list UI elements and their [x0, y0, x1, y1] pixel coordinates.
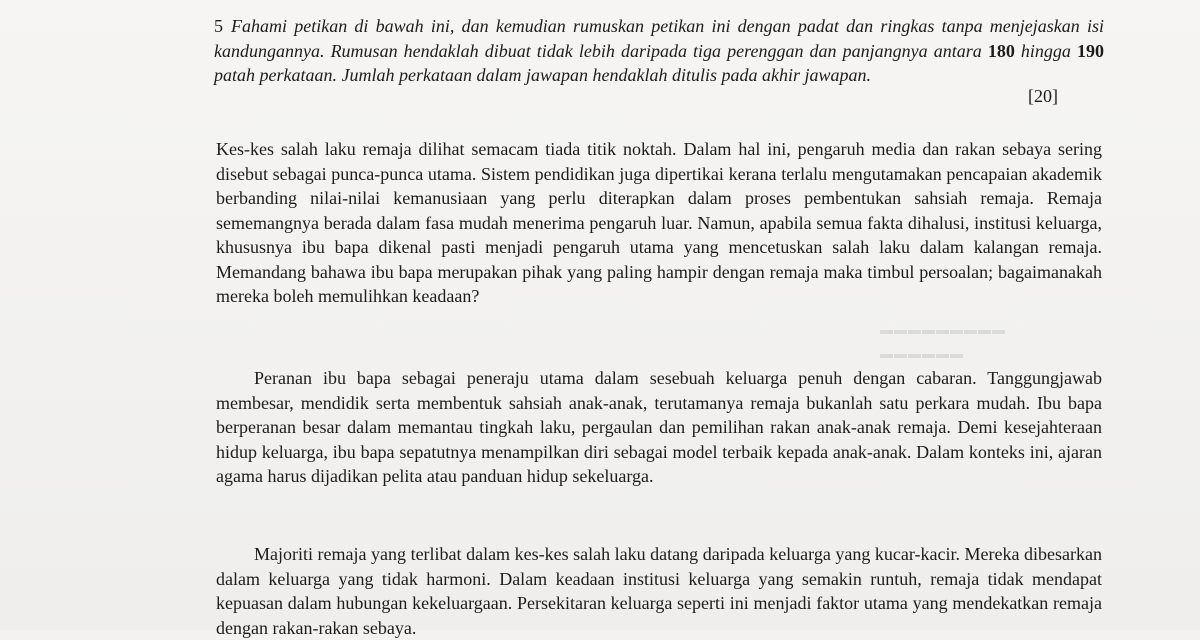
question-text-part1: Fahami petikan di bawah ini, dan kemudian rumuskan petikan ini dengan padat dan ringkas tanpa menjejaskan isi kandungannya. Rumusan hendaklah dibuat tidak lebih daripada tiga perenggan dan panjangnya antara: [214, 16, 1104, 61]
bleed-through-text: ▬▬▬▬▬▬: [880, 346, 964, 361]
question-instruction: [214, 14, 1104, 88]
passage-paragraph-2: Peranan ibu bapa sebagai peneraju utama dalam sesebuah keluarga penuh dengan cabaran. Tanggungjawab membesar, mendidik serta membentuk sahsiah anak-anak, terutamanya remaja bukanlah satu perkara mudah. Ibu bapa berperanan besar dalam memantau tingkah laku, pergaulan dan pemilihan rakan anak-anak remaja. Demi kesejahteraan hidup keluarga, ibu bapa sepatutnya menampilkan diri sebagai model terbaik kepada anak-anak. Dalam konteks ini, ajaran agama harus dijadikan pelita atau panduan hidup sekeluarga.: [216, 368, 1102, 486]
question-marks: [20]: [1028, 86, 1058, 106]
question-text-between: hingga: [1014, 40, 1077, 61]
question-text-part2: patah perkataan. Jumlah perkataan dalam jawapan hendaklah ditulis pada akhir jawapan.: [214, 65, 871, 85]
bleed-through-text: ▬▬▬▬▬▬▬▬▬: [880, 322, 1006, 337]
passage-paragraph-3: Majoriti remaja yang terlibat dalam kes-kes salah laku datang daripada keluarga yang kucar-kacir. Mereka dibesarkan dalam keluarga yang tidak harmoni. Dalam keadaan institusi keluarga yang semakin runtuh, remaja tidak mendapat kepuasan dalam hubungan kekeluargaan. Persekitaran keluarga seperti ini menjadi faktor utama yang mendekatkan remaja dengan rakan-rakan sebaya.: [216, 544, 1102, 638]
question-number: 5: [214, 16, 223, 36]
min-word-count: 180: [987, 40, 1015, 61]
passage-paragraph-1: Kes-kes salah laku remaja dilihat semacam tiada titik noktah. Dalam hal ini, pengaruh media dan rakan sebaya sering disebut sebagai punca-punca utama. Sistem pendidikan juga dipertikai kerana terlalu mengutamakan pencapaian akademik berbanding nilai-nilai kemanusiaan yang perlu diterapkan dalam proses pembentukan sahsiah remaja. Remaja sememangnya berada dalam fasa mudah menerima pengaruh luar. Namun, apabila semua fakta dihalusi, institusi keluarga, khususnya ibu bapa dikenal pasti menjadi pengaruh utama yang mencetuskan salah laku dalam kalangan remaja. Memandang bahawa ibu bapa merupakan pihak yang paling hampir dengan remaja maka timbul persoalan; bagaimanakah mereka boleh memulihkan keadaan?: [216, 139, 1102, 306]
max-word-count: 190: [1077, 40, 1104, 61]
